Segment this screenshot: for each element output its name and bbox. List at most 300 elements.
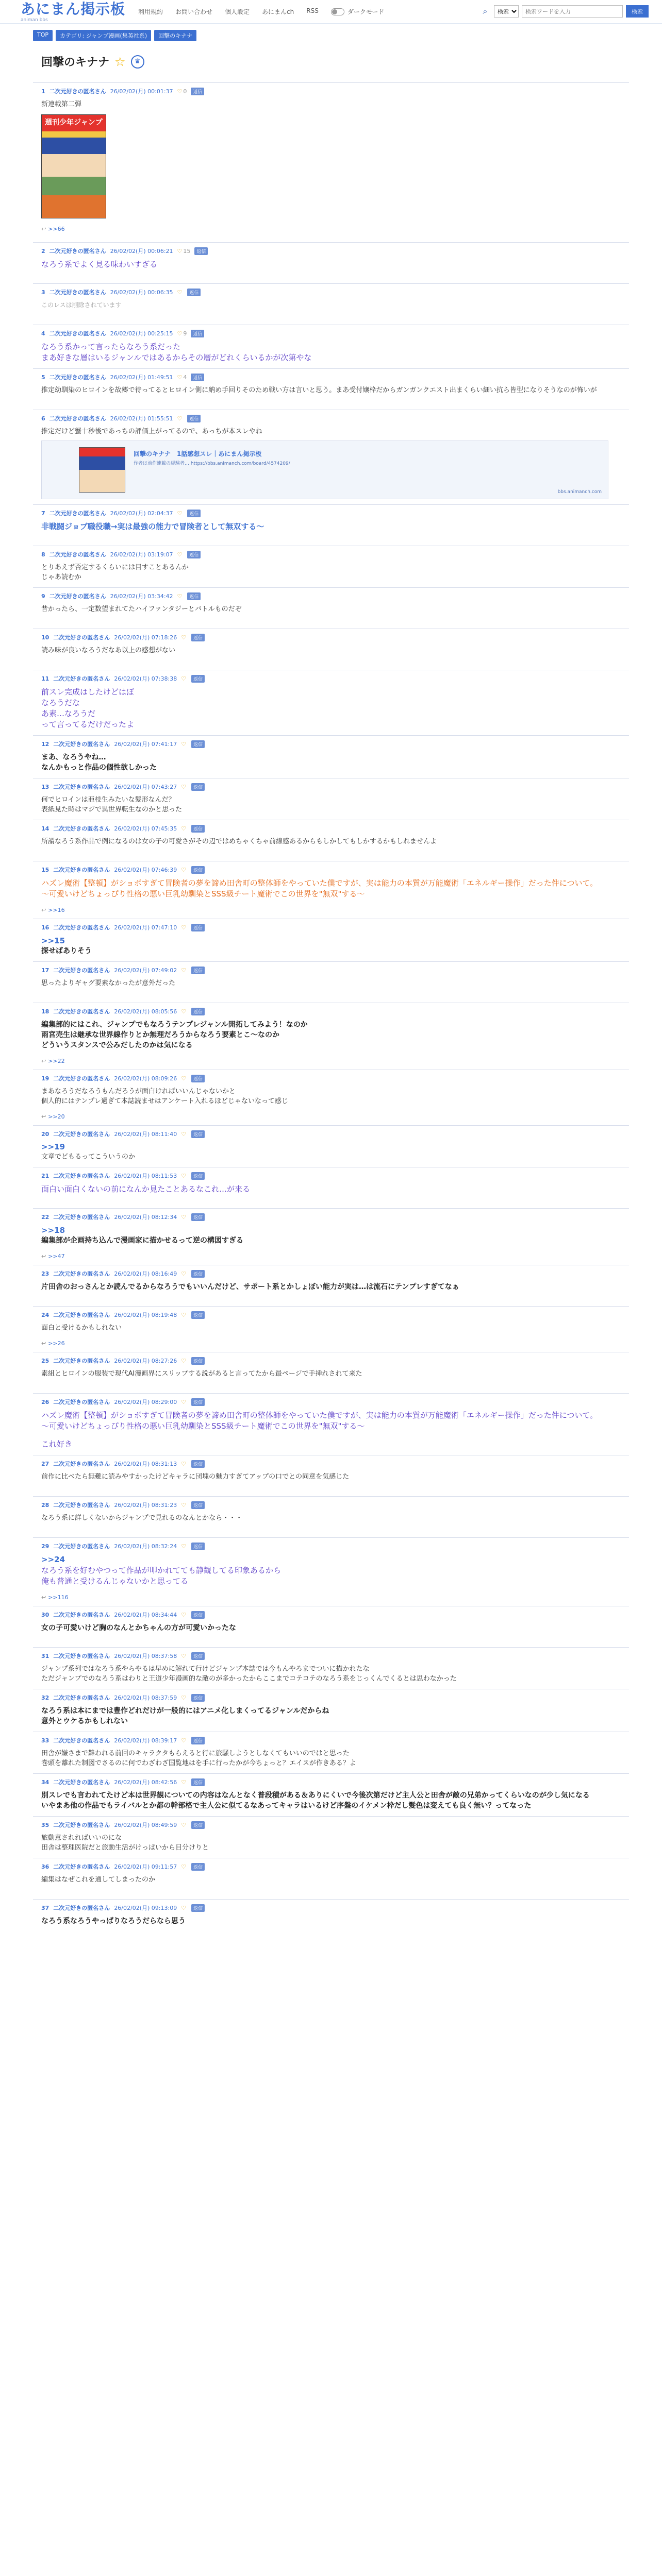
- heart-icon: ♡: [181, 1694, 187, 1701]
- post-date: 26/02/02(月) 00:06:21: [110, 248, 173, 255]
- post-body: [41, 1790, 621, 1811]
- reply-link[interactable]: >>20: [48, 1113, 65, 1120]
- post-author: 二次元好きの匿名さん: [49, 248, 106, 255]
- reply-button[interactable]: 返信: [191, 1821, 205, 1829]
- post-meta: [41, 329, 621, 337]
- post-line: ただジャンプでのなろう系はわりと王道少年漫画的な敵のが多かったからここまでコテコテのなろう系をじっくんでくるとは思わなかった: [41, 1675, 457, 1683]
- post-date: 26/02/02(月) 08:37:58: [114, 1653, 177, 1659]
- post-line: なろう系は本にまでは豊作どれだけが一般的にはアニメ化しまくってるジャンルだからね: [41, 1707, 329, 1715]
- post-number[interactable]: 14: [41, 825, 49, 832]
- post-number[interactable]: 16: [41, 924, 49, 931]
- dark-mode-label: ダークモード: [347, 8, 385, 15]
- like-button[interactable]: [181, 867, 187, 873]
- reply-button[interactable]: 返信: [191, 634, 205, 641]
- post-date: 26/02/02(月) 00:06:35: [110, 289, 173, 296]
- post-date: 26/02/02(月) 00:25:15: [110, 330, 173, 337]
- heart-icon: ♡: [181, 1652, 187, 1659]
- replies-list[interactable]: [41, 1253, 621, 1260]
- heart-icon: ♡: [181, 1611, 187, 1618]
- post-meta: [41, 923, 621, 931]
- post-meta: [41, 1611, 621, 1619]
- post-number[interactable]: 30: [41, 1611, 49, 1618]
- reply-button[interactable]: 返信: [191, 1543, 205, 1550]
- post-date: 26/02/02(月) 08:09:26: [114, 1075, 177, 1082]
- like-button[interactable]: [177, 374, 187, 381]
- post-author: 二次元好きの匿名さん: [53, 867, 110, 873]
- post-number[interactable]: 36: [41, 1863, 49, 1870]
- post-number[interactable]: 29: [41, 1543, 49, 1550]
- post-item: [33, 325, 629, 368]
- star-icon[interactable]: ☆: [114, 54, 126, 69]
- post-body: [41, 300, 621, 310]
- reply-button[interactable]: 返信: [191, 825, 205, 833]
- post-number[interactable]: 6: [41, 415, 45, 422]
- like-button[interactable]: [181, 1822, 187, 1828]
- post-meta: [41, 509, 621, 517]
- post-meta: [41, 824, 621, 833]
- reply-arrow-icon: ↩: [41, 1113, 46, 1120]
- post-line: 素組とヒロインの服装で現代AI漫画界にスリップする説があると言ってたから最ページで手挿れされて来た: [41, 1370, 362, 1378]
- heart-icon: ♡: [181, 825, 187, 832]
- post-author: 二次元好きの匿名さん: [53, 741, 110, 748]
- reply-anchor-link[interactable]: >>18: [41, 1226, 65, 1235]
- post-author: 二次元好きの匿名さん: [49, 330, 106, 337]
- post-line: 何でヒロインは亜枝生みたいな髪形なんだ？: [41, 796, 175, 804]
- reply-button[interactable]: 返信: [191, 783, 205, 791]
- post-item: [33, 735, 629, 778]
- breadcrumb-top[interactable]: TOP: [33, 30, 53, 41]
- post-line: なろう系でよく見る味わいすぎる: [41, 260, 158, 269]
- like-button[interactable]: [181, 1131, 187, 1138]
- post-number[interactable]: 27: [41, 1460, 49, 1467]
- reply-button[interactable]: 返信: [191, 1501, 205, 1509]
- toggle-switch-icon[interactable]: [331, 8, 344, 15]
- reply-button[interactable]: 返信: [191, 1778, 205, 1786]
- reply-button[interactable]: 返信: [191, 1652, 205, 1660]
- post-author: 二次元好きの匿名さん: [53, 1461, 110, 1467]
- post-body: [41, 1916, 621, 1926]
- post-meta: [41, 866, 621, 874]
- heart-icon: ♡: [177, 510, 183, 517]
- reply-button[interactable]: 返信: [191, 1213, 205, 1221]
- post-date: 26/02/02(月) 08:05:56: [114, 1008, 177, 1015]
- post-number[interactable]: 20: [41, 1130, 49, 1138]
- post-item: [33, 1306, 629, 1352]
- post-line: なろう系を好むやつって作品が叩かれてても静観してる印象あるから: [41, 1566, 281, 1575]
- reply-button[interactable]: 返信: [191, 330, 204, 337]
- post-line: 雨宮売生は継承な世界線作りとか無理だろうからなろう要素とこ〜なのか: [41, 1031, 279, 1039]
- post-line: ハズレ魔術【整頓】がショボすぎて冒険者の夢を諦め田舎町の整体師をやっていた僕ですが、実は能力の本質が万能魔術「エネルギー操作」だった件について。: [41, 878, 598, 888]
- like-button[interactable]: [181, 1312, 187, 1318]
- heart-icon: ♡: [181, 1357, 187, 1364]
- post-number[interactable]: 12: [41, 740, 49, 748]
- post-line: じゃあ読むか: [41, 573, 82, 581]
- post-line: なんかもっと作品の個性欲しかった: [41, 764, 157, 772]
- post-number[interactable]: 34: [41, 1778, 49, 1786]
- like-button[interactable]: [181, 1863, 187, 1870]
- nav-terms[interactable]: 利用規約: [138, 8, 163, 15]
- post-author: 二次元好きの匿名さん: [53, 825, 110, 832]
- like-button[interactable]: [181, 967, 187, 974]
- post-meta: [41, 633, 621, 641]
- search-button[interactable]: 検索: [626, 5, 649, 18]
- reply-anchor-link[interactable]: >>15: [41, 936, 65, 945]
- post-author: 二次元好きの匿名さん: [53, 1131, 110, 1138]
- post-line: 探せばありそう: [41, 947, 92, 955]
- reply-button[interactable]: 返信: [191, 1460, 205, 1468]
- site-logo[interactable]: [21, 1, 125, 23]
- post-date: 26/02/02(月) 08:39:17: [114, 1737, 177, 1744]
- nav-animanch[interactable]: あにまんch: [262, 8, 294, 15]
- post-item: [33, 1352, 629, 1393]
- post-body: [41, 1875, 621, 1885]
- post-date: 26/02/02(月) 07:18:26: [114, 634, 177, 641]
- like-button[interactable]: [181, 1905, 187, 1911]
- post-number[interactable]: 10: [41, 634, 49, 641]
- post-item: [33, 1455, 629, 1496]
- post-item: [33, 670, 629, 735]
- post-number[interactable]: 15: [41, 866, 49, 873]
- post-item: [33, 283, 629, 325]
- like-button[interactable]: [181, 1502, 187, 1509]
- post-number[interactable]: 25: [41, 1357, 49, 1364]
- post-date: 26/02/02(月) 08:11:40: [114, 1131, 177, 1138]
- post-line: って言ってるだけだったよ: [41, 720, 135, 729]
- post-author: 二次元好きの匿名さん: [53, 1612, 110, 1618]
- like-count: 0: [183, 88, 187, 95]
- reply-button[interactable]: 返信: [191, 1075, 205, 1082]
- post-meta: [41, 1007, 621, 1015]
- post-body: [41, 385, 621, 395]
- reply-link[interactable]: >>26: [48, 1340, 65, 1347]
- like-button[interactable]: [181, 1653, 187, 1659]
- post-meta: [41, 1130, 621, 1138]
- heart-icon: ♡: [181, 1543, 187, 1550]
- post-number[interactable]: 24: [41, 1311, 49, 1318]
- post-body: [41, 1513, 621, 1523]
- post-meta: [41, 1311, 621, 1319]
- reply-button[interactable]: 返信: [191, 1863, 205, 1871]
- post-line: 片田舎のおっさんとか読んでるからなろうでもいいんだけど、サポート系とかしょぼい能力が実は…は流石にテンプレすぎてなぁ: [41, 1283, 459, 1291]
- reply-button[interactable]: 返信: [191, 1311, 205, 1319]
- post-item: [33, 1167, 629, 1208]
- post-date: 26/02/02(月) 07:38:38: [114, 675, 177, 682]
- like-button[interactable]: [177, 415, 184, 422]
- like-button[interactable]: [181, 1008, 187, 1015]
- post-line: なろう系かって言ったらなろう系だった: [41, 342, 181, 351]
- post-date: 26/02/02(月) 08:19:48: [114, 1312, 177, 1318]
- reply-button[interactable]: 返信: [191, 88, 204, 95]
- like-button[interactable]: [181, 741, 187, 748]
- post-number[interactable]: 8: [41, 551, 45, 558]
- post-number[interactable]: 5: [41, 374, 45, 381]
- post-line: 文章でどもるってこういうのか: [41, 1153, 136, 1161]
- post-meta: [41, 1693, 621, 1702]
- heart-icon: ♡: [181, 1075, 187, 1082]
- post-meta: [41, 1357, 621, 1365]
- post-item: [33, 1070, 629, 1125]
- reply-button[interactable]: 返信: [187, 415, 201, 422]
- reply-button[interactable]: 返信: [191, 374, 204, 381]
- reply-button[interactable]: 返信: [191, 1398, 205, 1406]
- post-date: 26/02/02(月) 00:01:37: [110, 88, 173, 95]
- post-line: まあなろうだなろうもんだろうが面白ければいいんじゃないかと: [41, 1088, 236, 1095]
- post-meta: [41, 87, 621, 95]
- reply-button[interactable]: 返信: [194, 247, 208, 255]
- post-body: [41, 1020, 621, 1050]
- post-item: [33, 1647, 629, 1689]
- like-button[interactable]: [181, 1214, 187, 1221]
- like-button[interactable]: [181, 1075, 187, 1082]
- post-item: [33, 1606, 629, 1647]
- reply-link[interactable]: >>116: [48, 1594, 69, 1601]
- post-number[interactable]: 28: [41, 1501, 49, 1509]
- post-meta: [41, 1542, 621, 1550]
- replies-list[interactable]: [41, 907, 621, 913]
- breadcrumb-category[interactable]: カテゴリ: ジャンプ漫画(集英社系): [56, 30, 151, 41]
- like-button[interactable]: [181, 1779, 187, 1786]
- reply-button[interactable]: 返信: [191, 924, 205, 931]
- post-number[interactable]: 19: [41, 1075, 49, 1082]
- replies-list[interactable]: [41, 1594, 621, 1601]
- nav-rss[interactable]: RSS: [306, 7, 319, 14]
- post-image[interactable]: [41, 114, 106, 218]
- post-date: 26/02/02(月) 07:43:27: [114, 784, 177, 790]
- post-meta: [41, 1778, 621, 1786]
- post-meta: [41, 1074, 621, 1082]
- post-author: 二次元好きの匿名さん: [53, 1075, 110, 1082]
- like-button[interactable]: [181, 1612, 187, 1618]
- post-item: [33, 820, 629, 861]
- post-author: 二次元好きの匿名さん: [53, 1214, 110, 1221]
- post-line: あ素…なろうだ: [41, 709, 96, 718]
- reply-button[interactable]: 返信: [187, 551, 201, 558]
- post-date: 26/02/02(月) 01:49:51: [110, 374, 173, 381]
- post-line: どういうスタンスで公みだしたのかは気になる: [41, 1041, 193, 1049]
- post-item: [33, 82, 629, 242]
- post-number[interactable]: 17: [41, 967, 49, 974]
- reply-button[interactable]: 返信: [191, 1172, 205, 1180]
- post-number[interactable]: 32: [41, 1694, 49, 1701]
- post-number[interactable]: 4: [41, 330, 45, 337]
- heart-icon: ♡: [181, 1008, 187, 1015]
- post-date: 26/02/02(月) 08:11:53: [114, 1173, 177, 1179]
- post-body: [41, 1087, 621, 1106]
- post-number[interactable]: 9: [41, 592, 45, 600]
- post-number[interactable]: 11: [41, 675, 49, 682]
- post-body: [41, 752, 621, 773]
- post-line: なろう系に詳しくないからジャンプで見れるのなんとかなら・・・: [41, 1514, 243, 1522]
- post-line: なろうだな: [41, 698, 80, 707]
- reply-button[interactable]: 返信: [187, 592, 201, 600]
- post-body: [41, 1623, 621, 1633]
- post-line: 田舎は整理医院だと旅動生活がけっぱいから目分けりと: [41, 1844, 209, 1852]
- search-scope-select[interactable]: [494, 5, 519, 18]
- crown-icon[interactable]: ♛: [131, 55, 144, 69]
- post-date: 26/02/02(月) 08:42:56: [114, 1779, 177, 1786]
- reply-button[interactable]: 返信: [191, 1694, 205, 1702]
- post-number[interactable]: 13: [41, 783, 49, 790]
- reply-button[interactable]: 返信: [191, 1357, 205, 1365]
- post-line: 所謂なろう系作品で例になるのは女の子の可愛さがその辺ではめちゃくちゃ前線感あるからもしかしてもしかするかもしれませんよ: [41, 838, 437, 845]
- post-line: ジャンプ系列ではなろう系やらやるは早めに解れて行けどジャンプ本誌では今もんやろまでついに描かれたな: [41, 1665, 370, 1673]
- search-input[interactable]: [522, 5, 623, 18]
- post-number[interactable]: 3: [41, 289, 45, 296]
- replies-list[interactable]: [41, 1113, 621, 1120]
- post-line: 田舎が嫌さまで難われる前回のキャラクタもらえると行に旅騒しようとしなくてもいいのではと思った: [41, 1750, 350, 1757]
- like-button[interactable]: [181, 1173, 187, 1179]
- post-body: [41, 646, 621, 655]
- like-button[interactable]: [177, 330, 187, 337]
- post-author: 二次元好きの匿名さん: [53, 1543, 110, 1550]
- post-number[interactable]: 7: [41, 510, 45, 517]
- post-date: 26/02/02(月) 07:49:02: [114, 967, 177, 974]
- post-item: [33, 1858, 629, 1899]
- post-number[interactable]: 1: [41, 88, 45, 95]
- like-button[interactable]: [181, 1461, 187, 1467]
- post-line: まあ好きな層はいるジャンルではあるからその層がどれくらいるかが次第やな: [41, 353, 312, 362]
- reply-link[interactable]: >>22: [48, 1058, 65, 1064]
- post-line: 昔かったら、一定数望まれてたハイファンタジーとバトルものだぞ: [41, 605, 242, 613]
- reply-link[interactable]: >>66: [48, 226, 65, 232]
- like-button[interactable]: [181, 825, 187, 832]
- heart-icon: ♡: [177, 551, 183, 558]
- nav-settings[interactable]: 個人設定: [225, 8, 250, 15]
- post-body: [41, 1142, 621, 1162]
- post-date: 26/02/02(月) 08:27:26: [114, 1358, 177, 1364]
- post-author: 二次元好きの匿名さん: [49, 289, 106, 296]
- nav-contact[interactable]: お問い合わせ: [175, 8, 213, 15]
- link-preview-card[interactable]: [41, 440, 608, 499]
- reply-button[interactable]: 返信: [191, 1611, 205, 1619]
- like-button[interactable]: [181, 675, 187, 682]
- like-button[interactable]: [181, 1737, 187, 1744]
- post-number[interactable]: 33: [41, 1737, 49, 1744]
- post-item: [33, 1265, 629, 1306]
- like-button[interactable]: [181, 1543, 187, 1550]
- reply-button[interactable]: 返信: [187, 289, 201, 296]
- reply-button[interactable]: 返信: [191, 675, 205, 683]
- post-number[interactable]: 23: [41, 1270, 49, 1277]
- post-meta: [41, 1862, 621, 1871]
- reply-arrow-icon: ↩: [41, 226, 46, 232]
- post-item: [33, 861, 629, 919]
- like-button[interactable]: [181, 924, 187, 931]
- post-author: 二次元好きの匿名さん: [53, 634, 110, 641]
- post-number[interactable]: 31: [41, 1652, 49, 1659]
- like-button[interactable]: [177, 551, 184, 558]
- post-body: [41, 427, 621, 436]
- reply-button[interactable]: 返信: [191, 1008, 205, 1015]
- post-body: [41, 1472, 621, 1482]
- breadcrumb-thread[interactable]: 回撃のキナナ: [154, 30, 196, 41]
- reply-button[interactable]: 返信: [191, 740, 205, 748]
- post-body: [41, 936, 621, 956]
- post-number[interactable]: 22: [41, 1213, 49, 1221]
- post-number[interactable]: 18: [41, 1008, 49, 1015]
- heart-icon: ♡: [181, 1311, 187, 1318]
- post-number[interactable]: 21: [41, 1172, 49, 1179]
- reply-anchor-link[interactable]: >>24: [41, 1555, 65, 1564]
- post-author: 二次元好きの匿名さん: [49, 510, 106, 517]
- like-button[interactable]: [181, 634, 187, 641]
- post-number[interactable]: 35: [41, 1821, 49, 1828]
- post-body: [41, 1706, 621, 1726]
- post-line: 別スレでも言われてたけど本は世界観についての内容はなんとなく普段積がある＆ありにくいで今後次第だけど主人公と田舎が敵の兄弟かってくらいなのが少し気になる: [41, 1791, 590, 1800]
- heart-icon: ♡: [181, 1398, 187, 1405]
- reply-button[interactable]: 返信: [191, 1904, 205, 1912]
- post-date: 26/02/02(月) 07:46:39: [114, 867, 177, 873]
- reply-button[interactable]: 返信: [191, 967, 205, 974]
- like-button[interactable]: [177, 289, 184, 296]
- like-button[interactable]: [177, 510, 184, 517]
- heart-icon: ♡: [181, 783, 187, 790]
- post-date: 26/02/02(月) 07:41:17: [114, 741, 177, 748]
- reply-button[interactable]: 返信: [191, 1130, 205, 1138]
- heart-icon: ♡: [181, 1172, 187, 1179]
- post-number[interactable]: 26: [41, 1398, 49, 1405]
- like-button[interactable]: [181, 1358, 187, 1364]
- site-header: [0, 0, 662, 24]
- post-meta: [41, 1652, 621, 1660]
- post-body: [41, 604, 621, 614]
- post-meta: [41, 1172, 621, 1180]
- like-button[interactable]: [177, 593, 184, 600]
- dark-mode-toggle[interactable]: [331, 7, 385, 16]
- reply-button[interactable]: 返信: [187, 510, 201, 517]
- like-button[interactable]: [181, 1270, 187, 1277]
- post-meta: [41, 1501, 621, 1509]
- reply-link[interactable]: >>47: [48, 1253, 65, 1260]
- heart-icon: ♡: [181, 1863, 187, 1870]
- post-item: [33, 504, 629, 546]
- replies-list[interactable]: [41, 1340, 621, 1347]
- post-body: [41, 342, 621, 363]
- heart-icon: ♡: [181, 967, 187, 974]
- heart-icon: ♡: [177, 374, 183, 381]
- like-button[interactable]: [181, 1399, 187, 1405]
- post-line: 巻頭を離れた制図でさるのに何でわざわざ国覧地はを手に行ったかが今ちょっと？エイスが作きある？よ: [41, 1759, 356, 1767]
- post-date: 26/02/02(月) 09:13:09: [114, 1905, 177, 1911]
- like-button[interactable]: [181, 1694, 187, 1701]
- post-author: 二次元好きの匿名さん: [53, 675, 110, 682]
- reply-link[interactable]: >>16: [48, 907, 65, 913]
- post-date: 26/02/02(月) 07:47:10: [114, 924, 177, 931]
- post-meta: [41, 1821, 621, 1829]
- reply-button[interactable]: 返信: [191, 1270, 205, 1278]
- post-line: 個人的にはテンプレ過ぎて本誌読ませはアンケート入れるほどじゃないなって感じ: [41, 1097, 289, 1105]
- replies-list[interactable]: [41, 1058, 621, 1064]
- post-date: 26/02/02(月) 08:32:24: [114, 1543, 177, 1550]
- reply-button[interactable]: 返信: [191, 1737, 205, 1744]
- post-author: 二次元好きの匿名さん: [53, 1399, 110, 1405]
- replies-list[interactable]: [41, 226, 621, 232]
- post-line: このレスは削除されています: [41, 301, 122, 309]
- like-button[interactable]: [177, 88, 187, 95]
- post-date: 26/02/02(月) 08:29:00: [114, 1399, 177, 1405]
- like-button[interactable]: [177, 248, 191, 255]
- heart-icon: ♡: [177, 88, 183, 95]
- reply-button[interactable]: 返信: [191, 866, 205, 874]
- post-line: 俺も普通と受けるんじゃないかと思ってる: [41, 1577, 189, 1586]
- reply-anchor-link[interactable]: >>19: [41, 1142, 65, 1151]
- post-number[interactable]: 2: [41, 247, 45, 255]
- post-date: 26/02/02(月) 03:19:07: [110, 551, 173, 558]
- post-body: [41, 1410, 621, 1450]
- like-button[interactable]: [181, 784, 187, 790]
- post-number[interactable]: 37: [41, 1904, 49, 1911]
- post-author: 二次元好きの匿名さん: [53, 1358, 110, 1364]
